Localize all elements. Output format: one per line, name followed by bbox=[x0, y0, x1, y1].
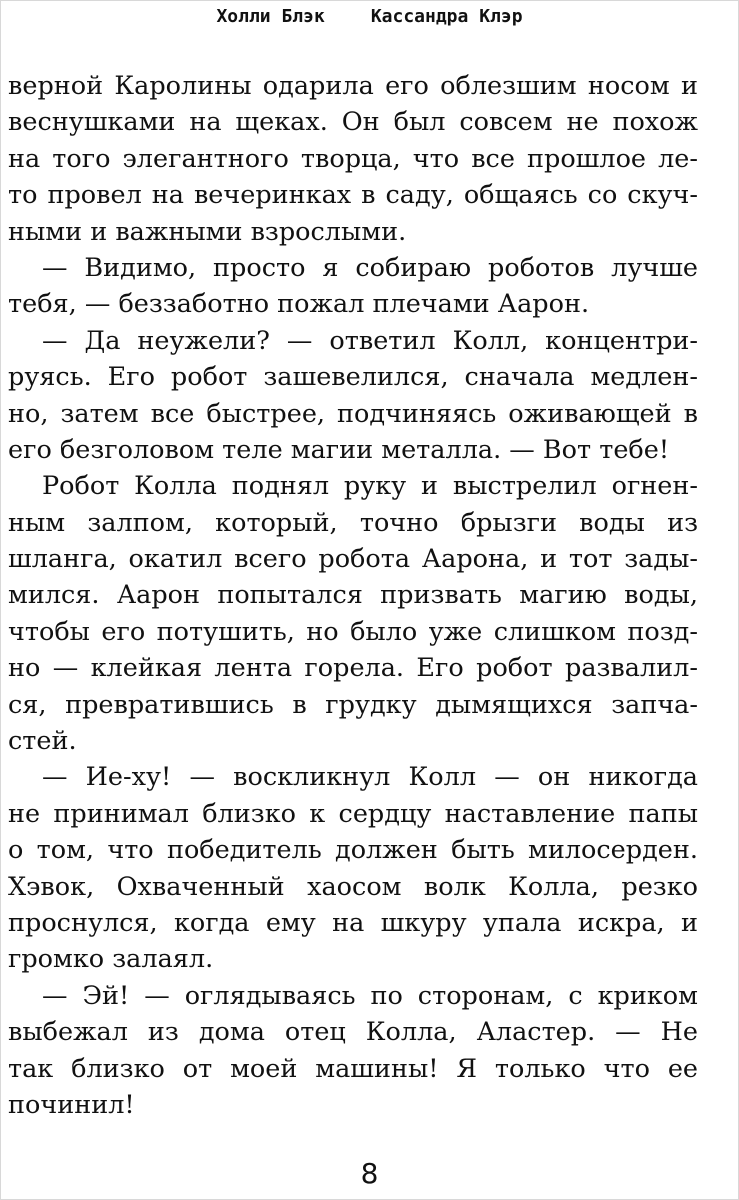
text-line: его безголовом теле магии металла. — Вот тебе! bbox=[8, 434, 670, 465]
text-line: — Видимо, просто я собираю роботов лучше bbox=[42, 252, 698, 283]
page-number: 8 bbox=[360, 1157, 379, 1190]
text-line: руясь. Его робот зашевелился, сначала медлен- bbox=[8, 362, 698, 393]
text-line: Хэвок, Охваченный хаосом волк Колла, резко bbox=[8, 871, 698, 902]
text-line: верной Каролины одарила его облезшим носом и bbox=[8, 71, 698, 101]
paragraph bbox=[8, 250, 698, 323]
running-header bbox=[0, 6, 739, 27]
text-line: проснулся, когда ему на шкуру упала искра, и bbox=[8, 907, 698, 938]
paragraph bbox=[8, 468, 698, 759]
paragraph bbox=[8, 759, 698, 977]
paragraph bbox=[8, 323, 698, 469]
body-text bbox=[8, 68, 698, 1123]
text-line: — Ие-ху! — воскликнул Колл — он никогда bbox=[42, 762, 698, 793]
text-line: выбежал из дома отец Колла, Аластер. — Не bbox=[8, 1017, 698, 1048]
text-line: — Да неужели? — ответил Колл, концентри- bbox=[42, 325, 698, 356]
text-line: то провел на вечеринках в саду, общаясь со скуч- bbox=[8, 180, 698, 211]
text-line: Робот Колла поднял руку и выстрелил огнен- bbox=[42, 471, 698, 502]
text-line: ся, превратившись в грудку дымящихся запча- bbox=[8, 689, 698, 720]
text-line: на того элегантного творца, что все прошлое ле- bbox=[8, 143, 698, 174]
text-line: но — клейкая лента горела. Его робот развалил- bbox=[8, 653, 698, 684]
text-line: не принимал близко к сердцу наставление папы bbox=[8, 798, 698, 829]
text-line: ным залпом, который, точно брызги воды из bbox=[8, 507, 698, 538]
text-line: мился. Аарон попытался призвать магию воды, bbox=[8, 580, 698, 611]
text-line: так близко от моей машины! Я только что ее bbox=[8, 1053, 698, 1084]
text-line: но, затем все быстрее, подчиняясь оживающей в bbox=[8, 398, 698, 429]
paragraph bbox=[8, 68, 698, 250]
text-line: шланга, окатил всего робота Аарона, и тот зады- bbox=[8, 544, 698, 575]
text-line: стей. bbox=[8, 726, 77, 757]
text-line: громко залаял. bbox=[8, 944, 214, 975]
text-line: починил! bbox=[8, 1089, 135, 1120]
text-line: чтобы его потушить, но было уже слишком позд- bbox=[8, 616, 698, 647]
text-line: о том, что победитель должен быть милосерден. bbox=[8, 835, 698, 866]
header-author: Холли Блэк bbox=[216, 6, 325, 27]
text-line: ными и важными взрослыми. bbox=[8, 216, 407, 247]
header-coauthor: Кассандра Клэр bbox=[370, 6, 523, 27]
text-line: веснушками на щеках. Он был совсем не похож bbox=[8, 107, 698, 138]
text-line: — Эй! — оглядываясь по сторонам, с криком bbox=[42, 980, 698, 1011]
text-line: тебя, — беззаботно пожал плечами Аарон. bbox=[8, 289, 590, 320]
paragraph bbox=[8, 978, 698, 1124]
